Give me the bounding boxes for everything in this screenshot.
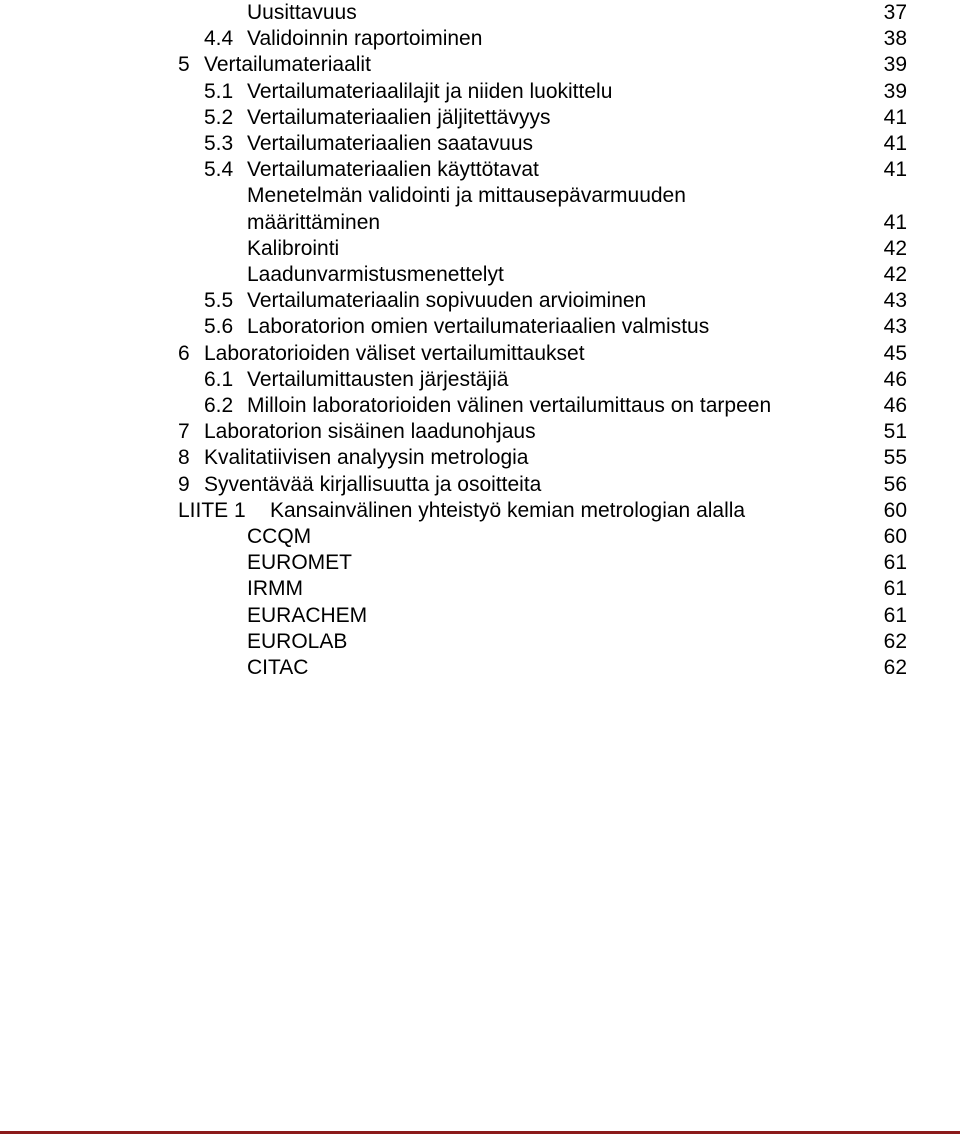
toc-entry-page-number: 42	[883, 263, 907, 286]
toc-entry-page-number: 41	[883, 211, 907, 234]
toc-entry-page-number: 42	[883, 237, 907, 260]
toc-entry[interactable]	[0, 288, 960, 314]
toc-entry-page-number: 41	[883, 132, 907, 155]
toc-entry-number: 5	[178, 53, 190, 76]
toc-entry[interactable]	[0, 524, 960, 550]
toc-entry[interactable]	[0, 210, 960, 236]
toc-entry[interactable]	[0, 341, 960, 367]
toc-entry-page-number: 46	[883, 368, 907, 391]
toc-entry-number: 7	[178, 420, 190, 443]
toc-entry-page-number: 61	[883, 577, 907, 600]
toc-entry-title: Milloin laboratorioiden välinen vertailumittaus on tarpeen	[247, 394, 772, 417]
toc-entry-page-number: 51	[883, 420, 907, 443]
toc-entry-page-number: 41	[883, 158, 907, 181]
toc-entry-title: Vertailumateriaalien käyttötavat	[247, 158, 539, 181]
toc-entry-page-number: 61	[883, 551, 907, 574]
toc-entry-page-number: 39	[883, 53, 907, 76]
toc-entry-page-number: 55	[883, 446, 907, 469]
toc-entry-page-number: 45	[883, 342, 907, 365]
toc-entry-title: CITAC	[247, 656, 309, 679]
toc-entry-title: EUROLAB	[247, 630, 348, 653]
toc-entry[interactable]	[0, 131, 960, 157]
toc-entry-number: 5.6	[204, 315, 234, 338]
toc-entry[interactable]	[0, 576, 960, 602]
toc-entry-title: EUROMET	[247, 551, 352, 574]
toc-entry-page-number: 61	[883, 604, 907, 627]
toc-entry-title: IRMM	[247, 577, 303, 600]
toc-entry-title: Kansainvälinen yhteistyö kemian metrologian alalla	[270, 499, 746, 522]
toc-entry[interactable]	[0, 236, 960, 262]
toc-entry-number: 6	[178, 342, 190, 365]
toc-entry-title: Kalibrointi	[247, 237, 340, 260]
toc-entry[interactable]	[0, 629, 960, 655]
toc-entry[interactable]	[0, 655, 960, 681]
toc-entry-title: Syventävää kirjallisuutta ja osoitteita	[204, 473, 542, 496]
toc-entry-number: 6.1	[204, 368, 234, 391]
toc-entry[interactable]	[0, 367, 960, 393]
toc-entry-number: 5.3	[204, 132, 234, 155]
toc-entry-number: LIITE 1	[178, 499, 246, 522]
toc-entry-title: Laboratorion omien vertailumateriaalien valmistus	[247, 315, 710, 338]
toc-entry[interactable]	[0, 603, 960, 629]
toc-entry-number: 5.4	[204, 158, 234, 181]
toc-entry-number: 6.2	[204, 394, 234, 417]
toc-entry-number: 5.2	[204, 106, 234, 129]
toc-entry[interactable]	[0, 472, 960, 498]
toc-entry[interactable]	[0, 498, 960, 524]
toc-entry[interactable]	[0, 105, 960, 131]
bottom-rule	[0, 1131, 960, 1134]
toc-entry-title: EURACHEM	[247, 604, 368, 627]
toc-entry-title: Vertailumittausten järjestäjiä	[247, 368, 509, 391]
toc-entry-title: Vertailumateriaalien saatavuus	[247, 132, 534, 155]
toc-entry[interactable]	[0, 550, 960, 576]
toc-entry-title: Uusittavuus	[247, 1, 357, 24]
toc-entry-title: CCQM	[247, 525, 312, 548]
toc-entry[interactable]	[0, 262, 960, 288]
toc-entry-title: Vertailumateriaalin sopivuuden arvioiminen	[247, 289, 647, 312]
toc-entry-number: 5.1	[204, 80, 234, 103]
toc-entry-page-number: 39	[883, 80, 907, 103]
toc-entry-page-number: 46	[883, 394, 907, 417]
toc-entry-page-number: 38	[883, 27, 907, 50]
toc-entry-page-number: 60	[883, 499, 907, 522]
toc-entry[interactable]	[0, 0, 960, 26]
toc-entry[interactable]	[0, 79, 960, 105]
toc-entry-number: 4.4	[204, 27, 234, 50]
toc-entry[interactable]	[0, 157, 960, 183]
toc-entry-page-number: 62	[883, 630, 907, 653]
toc-entry-page-number: 56	[883, 473, 907, 496]
toc-entry-page-number: 43	[883, 315, 907, 338]
toc-entry-page-number: 60	[883, 525, 907, 548]
toc-entry-page-number: 43	[883, 289, 907, 312]
toc-entry-page-number: 41	[883, 106, 907, 129]
toc-entry-title: Validoinnin raportoiminen	[247, 27, 483, 50]
toc-entry[interactable]	[0, 314, 960, 340]
toc-entry-title: Vertailumateriaalien jäljitettävyys	[247, 106, 551, 129]
toc-entry-title: Vertailumateriaalilajit ja niiden luokittelu	[247, 80, 613, 103]
toc-entry[interactable]	[0, 183, 960, 209]
toc-entry-page-number: 37	[883, 1, 907, 24]
toc-entry-page-number: 62	[883, 656, 907, 679]
toc-entry[interactable]	[0, 445, 960, 471]
toc-entry-title: Vertailumateriaalit	[204, 53, 371, 76]
toc-entry[interactable]	[0, 393, 960, 419]
toc-entry-number: 5.5	[204, 289, 234, 312]
toc-entry[interactable]	[0, 419, 960, 445]
toc-entry-number: 8	[178, 446, 190, 469]
toc-entry-title: Kvalitatiivisen analyysin metrologia	[204, 446, 529, 469]
toc-entry-title: Laadunvarmistusmenettelyt	[247, 263, 504, 286]
toc-entry[interactable]	[0, 52, 960, 78]
toc-entry-title: Laboratorion sisäinen laadunohjaus	[204, 420, 536, 443]
toc-entry[interactable]	[0, 26, 960, 52]
toc-entry-title: Laboratorioiden väliset vertailumittaukset	[204, 342, 585, 365]
toc-entry-title: Menetelmän validointi ja mittausepävarmuuden	[247, 184, 686, 207]
toc-entry-title: määrittäminen	[247, 211, 381, 234]
toc-entry-number: 9	[178, 473, 190, 496]
